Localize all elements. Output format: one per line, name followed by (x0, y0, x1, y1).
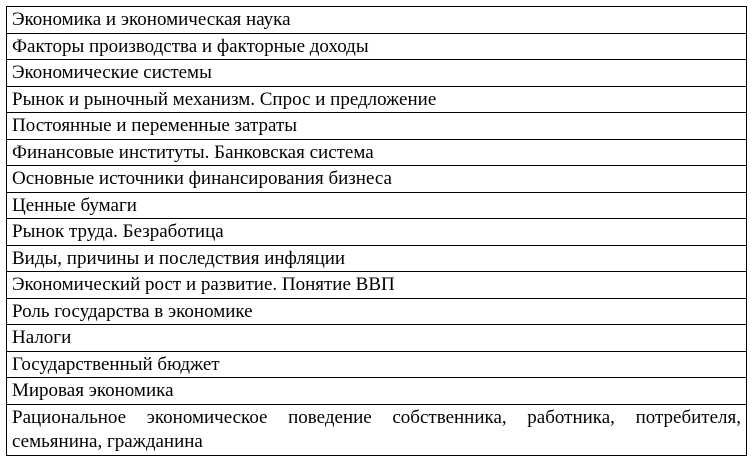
table-row (7, 86, 747, 113)
table-row (7, 60, 747, 87)
topic-cell: Экономика и экономическая наука (7, 7, 747, 34)
topic-cell: Факторы производства и факторные доходы (7, 33, 747, 60)
table-row (7, 325, 747, 352)
table-row (7, 351, 747, 378)
table-row (7, 166, 747, 193)
table-row (7, 272, 747, 299)
table-row (7, 113, 747, 140)
table-row (7, 404, 747, 455)
table-row (7, 33, 747, 60)
topic-cell: Постоянные и переменные затраты (7, 113, 747, 140)
topic-cell: Экономический рост и развитие. Понятие ВВП (7, 272, 747, 299)
topics-table (6, 6, 747, 456)
topic-cell: Мировая экономика (7, 378, 747, 405)
table-row (7, 245, 747, 272)
table-row (7, 298, 747, 325)
topic-cell: Ценные бумаги (7, 192, 747, 219)
table-row (7, 7, 747, 34)
table-row (7, 139, 747, 166)
topic-cell: Рынок труда. Безработица (7, 219, 747, 246)
table-row (7, 192, 747, 219)
table-row (7, 378, 747, 405)
topic-cell: Финансовые институты. Банковская система (7, 139, 747, 166)
topic-cell: Роль государства в экономике (7, 298, 747, 325)
topic-cell: Виды, причины и последствия инфляции (7, 245, 747, 272)
topic-cell: Экономические системы (7, 60, 747, 87)
table-row (7, 219, 747, 246)
topic-cell: Государственный бюджет (7, 351, 747, 378)
topic-cell: Основные источники финансирования бизнеса (7, 166, 747, 193)
topic-cell: Налоги (7, 325, 747, 352)
topic-cell: Рынок и рыночный механизм. Спрос и предложение (7, 86, 747, 113)
topic-cell: Рациональное экономическое поведение собственника, работника, потребителя, семьянина, гражданина (7, 404, 747, 455)
